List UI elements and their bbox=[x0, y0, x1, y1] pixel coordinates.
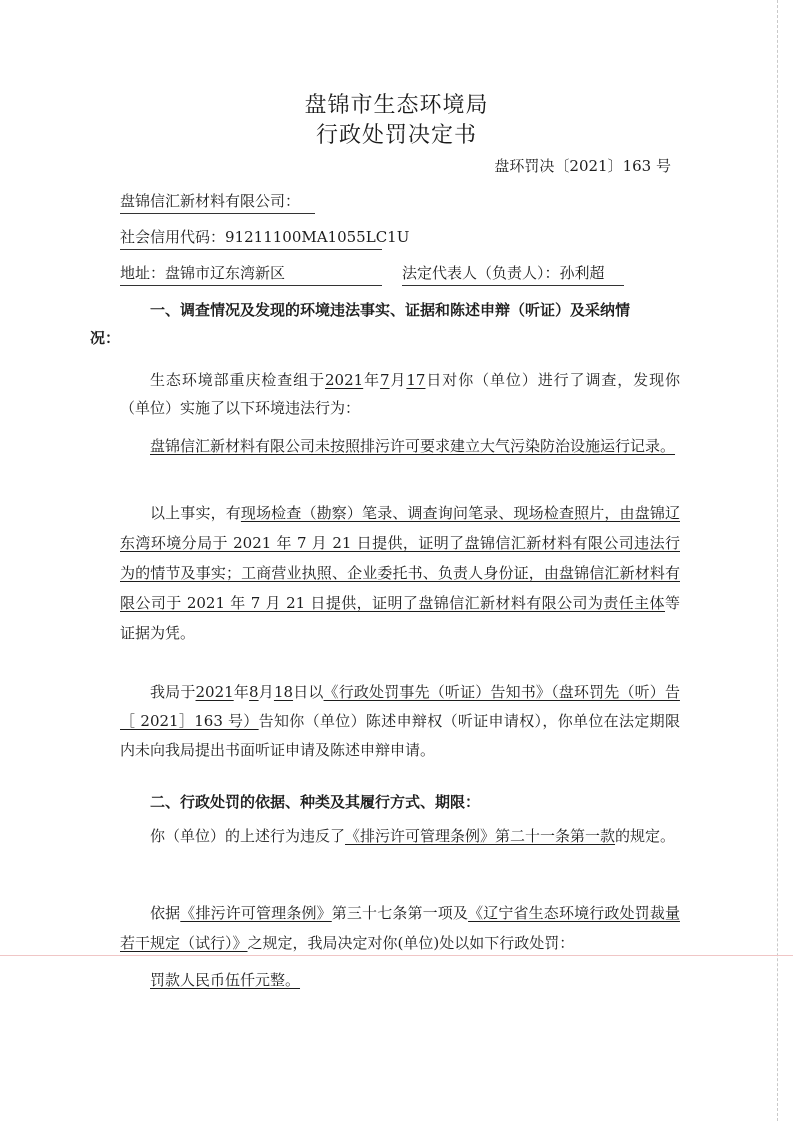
address-value: 盘锦市辽东湾新区 bbox=[165, 264, 286, 282]
basis-text-a: 依据 bbox=[150, 904, 181, 922]
credit-code-value: 91211100MA1055LC1U bbox=[225, 228, 410, 246]
section1-heading-line2: 况： bbox=[90, 329, 121, 347]
evidence-text-b: 等证据为凭。 bbox=[120, 594, 680, 642]
section1-heading-line1: 一、调查情况及发现的环境违法事实、证据和陈述申辩（听证）及采纳情 bbox=[150, 301, 631, 319]
inv-text-d: 日对你（单位）进行了调查，发现 bbox=[425, 371, 665, 389]
violated-text-a: 你（单位）的上述行为违反了 bbox=[150, 827, 346, 845]
notice-text-b: 年 bbox=[233, 683, 250, 701]
inv-text-b: 年 bbox=[363, 371, 380, 389]
inv-text-e: 你（单位）实施了以下环境违法行为： bbox=[120, 371, 680, 417]
notice-month: 8 bbox=[249, 683, 259, 701]
address-field bbox=[120, 262, 382, 286]
violated-text-b: 的规定。 bbox=[615, 827, 676, 845]
inv-year: 2021 bbox=[324, 371, 364, 389]
notice-day: 18 bbox=[273, 683, 294, 701]
investigation-paragraph bbox=[120, 366, 680, 422]
inv-day: 17 bbox=[406, 371, 426, 389]
inv-text-a: 生态环境部重庆检查组于 bbox=[150, 371, 325, 389]
violation-paragraph bbox=[120, 432, 680, 460]
penalty-basis-paragraph bbox=[120, 898, 680, 958]
violated-law: 《排污许可管理条例》第二十一条第一款 bbox=[345, 827, 616, 845]
evidence-list: 现场检查（勘察）笔录、调查询问笔录、现场检查照片，由盘锦辽东湾环境分局于 2021 年 7 月 21 日提供，证明了盘锦信汇新材料有限公司违法行为的情节及事实；工商营业执照、企业委托书、负责人身份证，由盘锦信汇新材料有限公司于 2021 年 7 月 21 日提供，证明了盘锦信汇新材料有限公司为责任主体 bbox=[120, 504, 680, 612]
credit-code-label: 社会信用代码： bbox=[120, 228, 226, 246]
notice-document: 《行政处罚事先（听证）告知书》（盘环罚先（听）告［ 2021］163 号） bbox=[120, 683, 680, 730]
basis-text-b: 第三十七条第一项及 bbox=[331, 904, 469, 922]
inv-month: 7 bbox=[380, 371, 390, 389]
party-name: 盘锦信汇新材料有限公司： bbox=[120, 190, 315, 214]
notice-paragraph bbox=[120, 678, 680, 765]
penalty-paragraph bbox=[120, 966, 680, 994]
notice-text-d: 日以 bbox=[293, 683, 324, 701]
basis-text-c: 之规定，我局决定对你(单位)处以如下行政处罚： bbox=[247, 934, 575, 952]
legal-rep-value: 孙利超 bbox=[559, 264, 605, 282]
evidence-paragraph bbox=[120, 498, 680, 648]
inv-text-c: 月 bbox=[389, 371, 407, 389]
legal-rep-field bbox=[402, 262, 624, 286]
party-name-field bbox=[120, 190, 315, 214]
page-fold-line bbox=[0, 955, 793, 956]
basis-law-2: 《辽宁省生态环境行政处罚裁量若干规定（试行）》 bbox=[120, 904, 680, 952]
issuing-authority-title: 盘锦市生态环境局 bbox=[304, 93, 489, 118]
legal-rep-label: 法定代表人（负责人）： bbox=[402, 264, 560, 282]
notice-text-e: 告知你（单位）陈述申辩权（听证申请权），你单位在法定期限内未向我局提出书面听证申请及陈述申辩申请。 bbox=[120, 712, 680, 759]
evidence-text-a: 以上事实，有 bbox=[150, 504, 241, 522]
notice-text-c: 月 bbox=[258, 683, 274, 701]
section1-heading bbox=[90, 296, 680, 352]
section2-heading: 二、行政处罚的依据、种类及其履行方式、期限： bbox=[150, 793, 481, 811]
document-type-title: 行政处罚决定书 bbox=[315, 123, 477, 148]
credit-code-field bbox=[120, 226, 410, 250]
notice-text-a: 我局于 bbox=[150, 683, 196, 701]
basis-law-1: 《排污许可管理条例》 bbox=[180, 904, 332, 922]
address-label: 地址： bbox=[120, 264, 166, 282]
violation-text: 盘锦信汇新材料有限公司未按照排污许可要求建立大气污染防治设施运行记录。 bbox=[150, 437, 676, 455]
violated-law-paragraph bbox=[120, 822, 680, 850]
scan-edge-line bbox=[777, 0, 779, 1121]
penalty-text: 罚款人民币伍仟元整。 bbox=[150, 971, 301, 989]
notice-year: 2021 bbox=[195, 683, 234, 701]
document-number: 盘环罚决〔2021〕163 号 bbox=[494, 157, 671, 175]
